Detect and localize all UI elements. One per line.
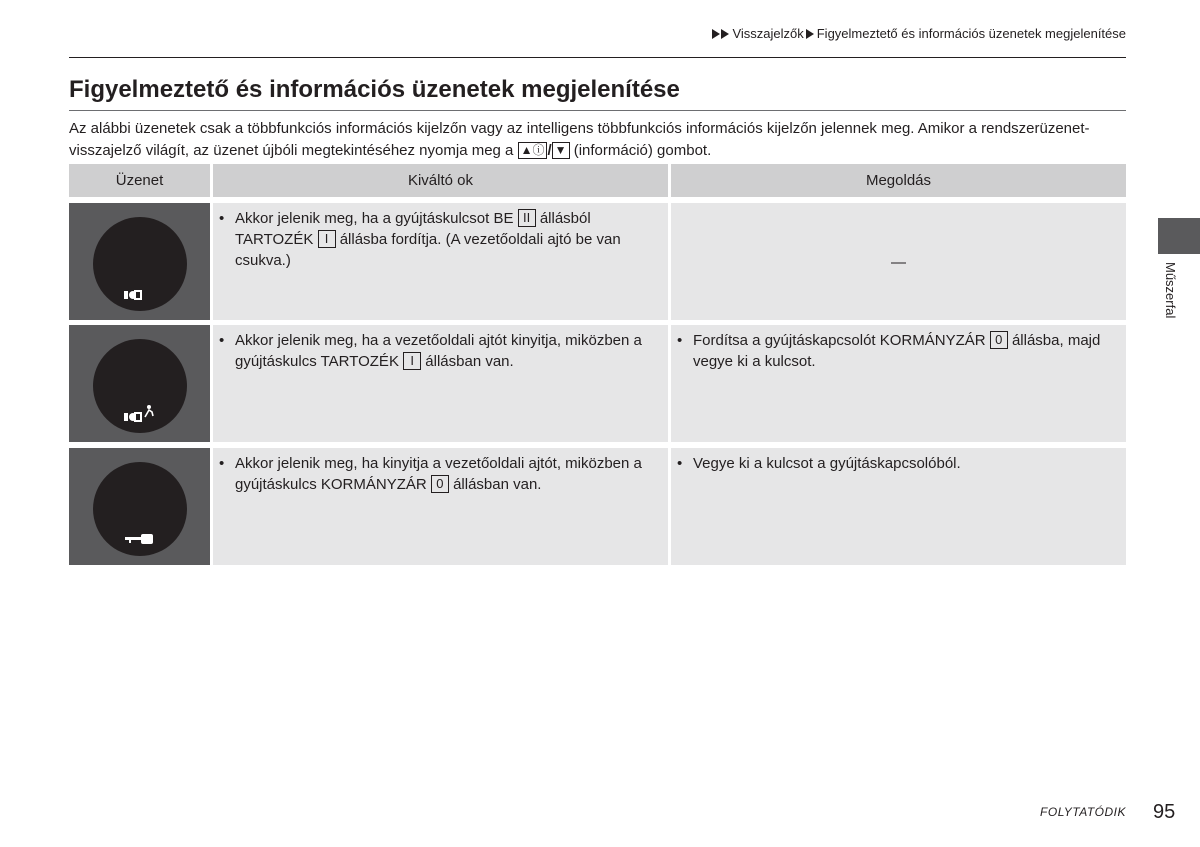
cause-cell <box>213 203 668 320</box>
cause-text: Akkor jelenik meg, ha kinyitja a vezetőoldali ajtót, miközben a gyújtáskulcs KORMÁNYZÁR <box>235 455 642 493</box>
cause-item <box>235 330 660 372</box>
header-divider <box>69 57 1126 58</box>
header-message: Üzenet <box>69 164 210 197</box>
info-up-button-icon: ▲ⓘ <box>518 142 548 159</box>
solution-cell <box>671 325 1126 442</box>
cause-text: Akkor jelenik meg, ha a vezetőoldali ajtót kinyitja, miközben a gyújtáskulcs TARTOZÉK <box>235 332 642 370</box>
display-screen <box>93 217 187 311</box>
solution-text: — <box>891 254 906 271</box>
display-screen <box>93 339 187 433</box>
ignition-position-badge: 0 <box>990 331 1008 349</box>
arrow-icon <box>721 29 729 39</box>
cause-item <box>235 453 660 495</box>
table-row <box>69 448 1126 565</box>
cause-text: állásban van. <box>425 353 514 370</box>
solution-item <box>693 453 1118 474</box>
solution-text: állásba, majd vegye ki a kulcsot. <box>693 332 1101 370</box>
cause-text: állásba fordítja. (A vezetőoldali ajtó be van csukva.) <box>235 231 621 269</box>
page-title: Figyelmeztető és információs üzenetek megjelenítése <box>69 76 680 103</box>
cause-item <box>235 208 660 271</box>
door-key-icon <box>93 217 187 311</box>
breadcrumb <box>712 26 1126 41</box>
ignition-position-badge: I <box>318 230 336 248</box>
intro-paragraph <box>69 118 1129 162</box>
section-tab <box>1158 218 1200 254</box>
continued-label: FOLYTATÓDIK <box>1040 805 1126 819</box>
message-cell <box>69 448 210 565</box>
ignition-position-badge: II <box>518 209 536 227</box>
arrow-icon <box>806 29 814 39</box>
table-row <box>69 325 1126 442</box>
ignition-position-badge: I <box>403 352 421 370</box>
table-header <box>69 164 1126 197</box>
message-cell <box>69 325 210 442</box>
solution-item <box>693 330 1118 372</box>
intro-text-end: (információ) gombot. <box>573 142 712 159</box>
button-separator: / <box>547 142 552 159</box>
cause-cell <box>213 325 668 442</box>
solution-cell <box>671 448 1126 565</box>
header-solution: Megoldás <box>671 164 1126 197</box>
title-divider <box>69 110 1126 111</box>
cause-cell <box>213 448 668 565</box>
header-cause: Kiváltó ok <box>213 164 668 197</box>
ignition-position-badge: 0 <box>431 475 449 493</box>
solution-cell <box>671 203 1126 320</box>
display-screen <box>93 462 187 556</box>
cause-text: állásból TARTOZÉK <box>235 210 591 248</box>
cause-text: Akkor jelenik meg, ha a gyújtáskulcsot BE <box>235 210 514 227</box>
cause-text: állásban van. <box>453 476 542 493</box>
breadcrumb-topic: Figyelmeztető és információs üzenetek megjelenítése <box>816 26 1126 41</box>
info-down-button-icon: ▼ <box>552 142 570 159</box>
table-row <box>69 203 1126 320</box>
message-cell <box>69 203 210 320</box>
solution-text: Vegye ki a kulcsot a gyújtáskapcsolóból. <box>693 455 961 472</box>
key-icon <box>93 462 187 556</box>
solution-text: Fordítsa a gyújtáskapcsolót KORMÁNYZÁR <box>693 332 986 349</box>
intro-text: Az alábbi üzenetek csak a többfunkciós információs kijelzőn vagy az intelligens többfunkciós információs kijelzőn jelennek meg. Amikor a rendszerüzenet-visszajelző világít, az üzenet újbóli megtekintéséhez nyomja meg a <box>69 120 1090 159</box>
section-tab-label: Műszerfal <box>1163 262 1178 319</box>
arrow-icon <box>712 29 720 39</box>
page-number: 95 <box>1153 801 1176 823</box>
breadcrumb-section: Visszajelzők <box>732 26 804 41</box>
door-open-key-icon <box>93 339 187 433</box>
